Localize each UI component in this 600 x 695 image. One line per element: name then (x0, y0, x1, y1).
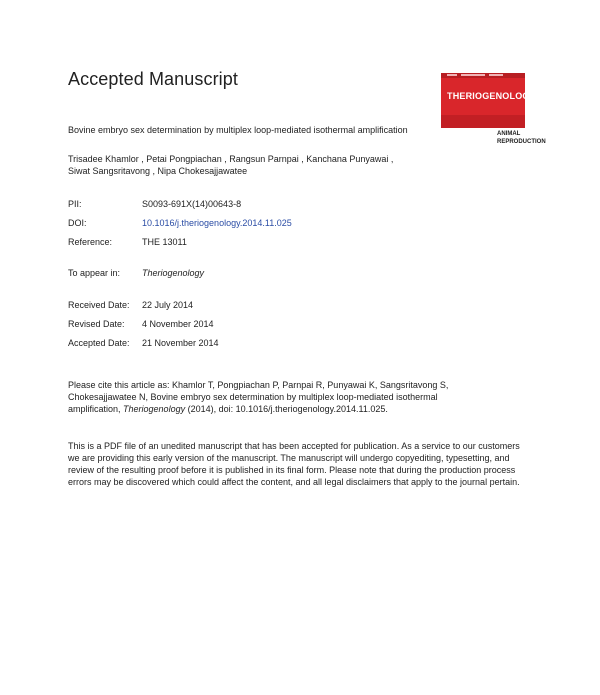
cover-top-strip (441, 73, 525, 78)
doi-link[interactable]: 10.1016/j.theriogenology.2014.11.025 (142, 218, 292, 228)
page-heading: Accepted Manuscript (68, 69, 238, 89)
pii-label: PII: (68, 199, 82, 209)
reference-value: THE 13011 (142, 237, 187, 247)
appear-label: To appear in: (68, 268, 121, 278)
disclaimer-paragraph: This is a PDF file of an unedited manuscript that has been accepted for publication. As a service to our customers we are providing this early version of the manuscript. The manuscript will undergo copyediting, typesetting, and review of the resulting proof before it is published in its final form. Please note that during the production process errors may be discovered which could affect the content, and all legal disclaimers that apply to the journal pertain. (68, 441, 520, 487)
doi-label: DOI: (68, 218, 87, 228)
accepted-value: 21 November 2014 (142, 338, 219, 348)
citation-prefix: Please cite this article as: Khamlor T, Pongpiachan P, Parnpai R, Punyawai K, Sangsritavong S, Chokesajjawatee N, Bovine embryo sex determination by multiplex loop-mediated isothermal amplification, (68, 380, 449, 414)
accepted-label: Accepted Date: (68, 338, 130, 348)
received-value: 22 July 2014 (142, 300, 194, 310)
cover-label (497, 130, 546, 146)
cover-journal-name: THERIOGENOLOGY (447, 91, 536, 101)
cover-bottom-strip (441, 115, 525, 128)
reference-label: Reference: (68, 237, 113, 247)
authors-line-1: Trisadee Khamlor , Petai Pongpiachan , Rangsun Parnpai , Kanchana Punyawai , (68, 154, 394, 164)
citation-paragraph (68, 379, 463, 415)
revised-value: 4 November 2014 (142, 319, 214, 329)
journal-cover-image (441, 73, 536, 128)
pii-value: S0093-691X(14)00643-8 (142, 199, 242, 209)
author-list (68, 153, 438, 177)
article-title: Bovine embryo sex determination by multiplex loop-mediated isothermal amplification (68, 125, 408, 135)
citation-journal: Theriogenology (123, 404, 186, 414)
authors-line-2: Siwat Sangsritavong , Nipa Chokesajjawatee (68, 166, 248, 176)
revised-label: Revised Date: (68, 319, 125, 329)
received-label: Received Date: (68, 300, 130, 310)
cover-label-line2: REPRODUCTION (497, 139, 546, 145)
cover-label-line1: ANIMAL (497, 131, 521, 137)
appear-value: Theriogenology (142, 268, 205, 278)
citation-suffix: (2014), doi: 10.1016/j.theriogenology.2014.11.025. (185, 404, 388, 414)
